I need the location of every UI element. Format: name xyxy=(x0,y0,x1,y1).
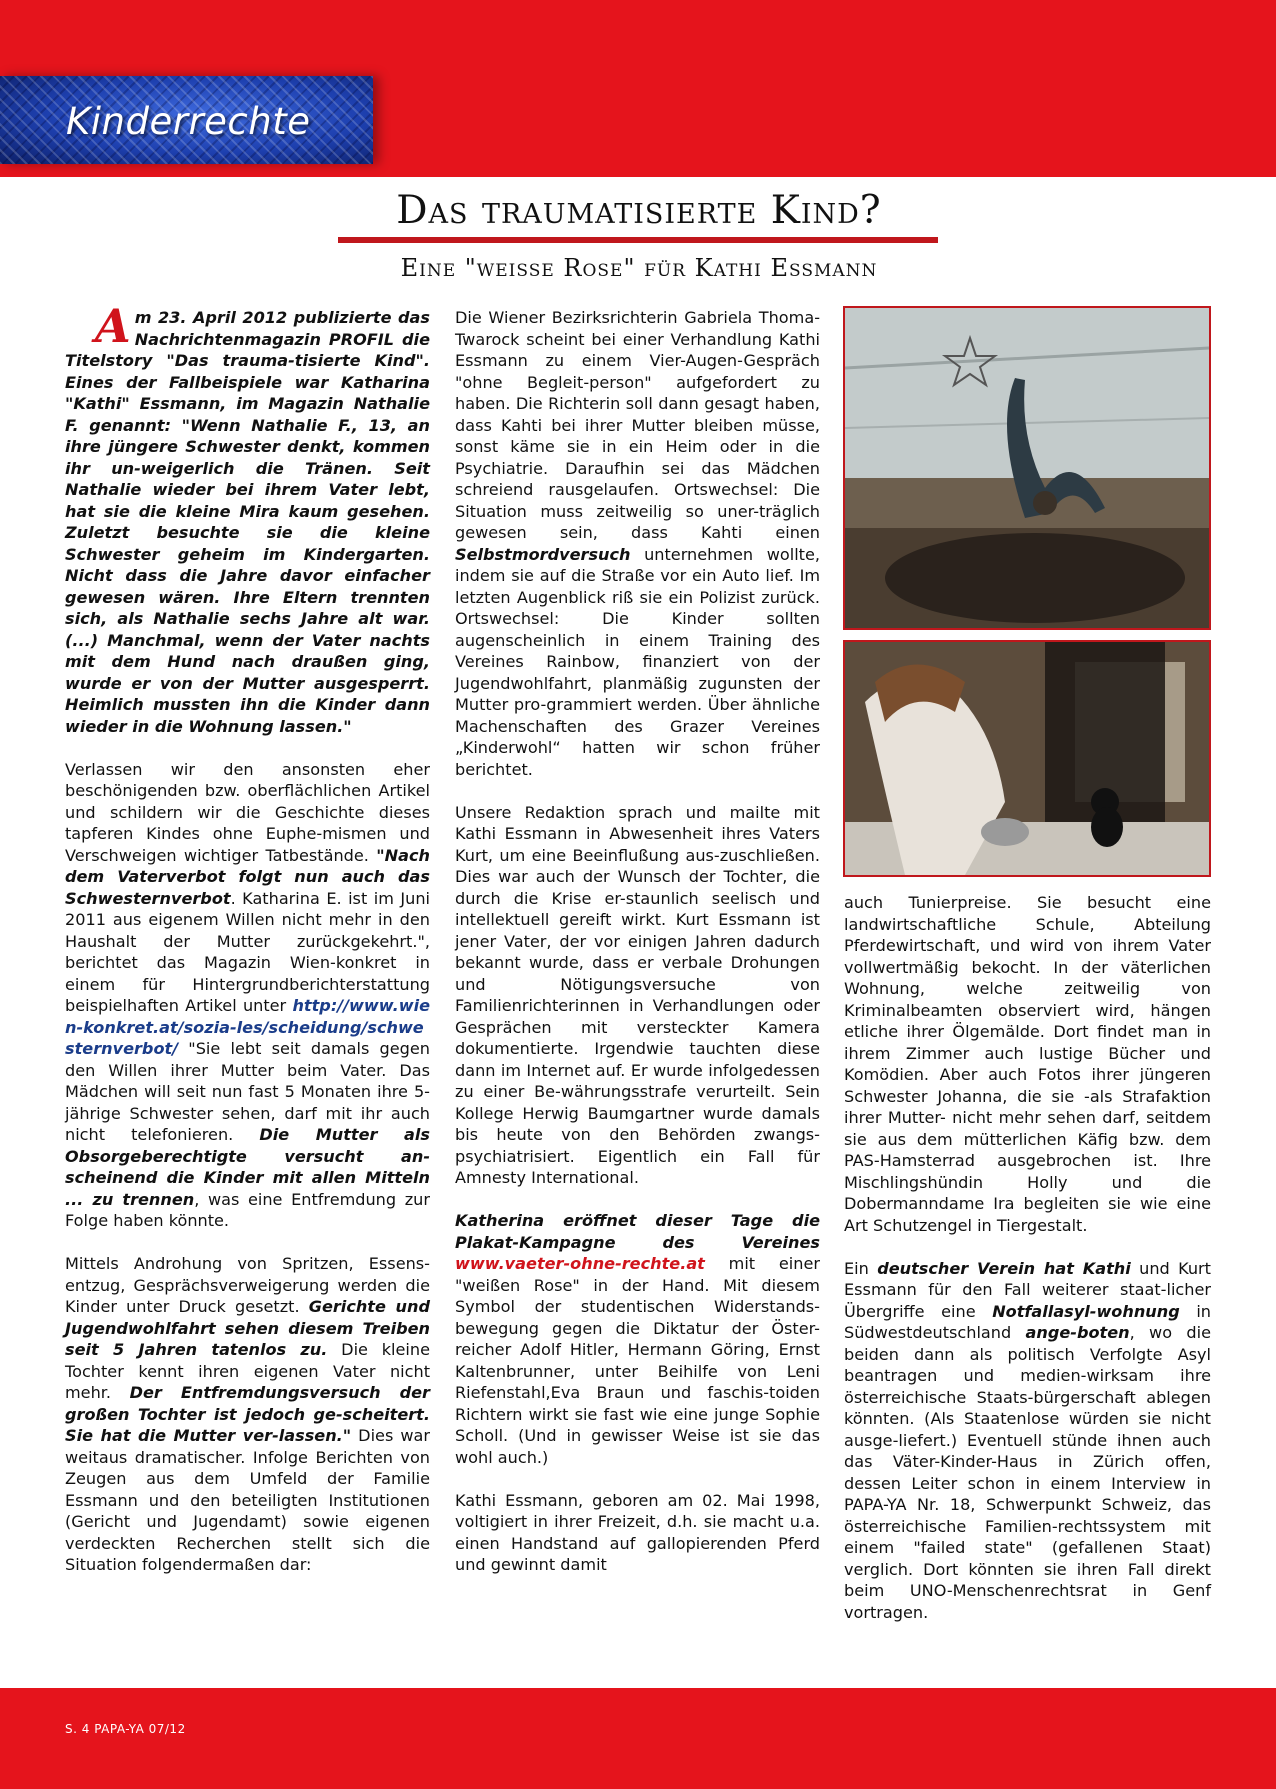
paragraph xyxy=(455,307,820,780)
photo-horse-care-image xyxy=(845,642,1209,875)
page-footer: S. 4 PAPA-YA 07/12 xyxy=(65,1722,186,1736)
emphasis: ange-boten xyxy=(1025,1323,1130,1342)
text: Die Wiener Bezirksrichterin Gabriela Thoma-Twarock scheint bei einer Verhandlung Kathi Essmann zu einem Vier-Augen-Gespräch "ohne Begleit-person" aufgefordert zu haben. Die Richterin soll dann gesagt haben, dass Kahti bei ihrer Mutter bleiben müsse, sonst käme sie in ein Heim oder in die Psychiatrie. Daraufhin sei das Mädchen schreiend rausgelaufen. Ortswechsel: Die Situation muss zeitweilig so uner-träglich gewesen sein, dass Kahti einen xyxy=(455,308,820,542)
vaeter-ohne-rechte-link[interactable]: www.vaeter-ohne-rechte.at xyxy=(455,1254,705,1273)
text: und Kurt Essmann für den Fall weiterer staat-licher Übergriffe eine xyxy=(844,1258,1211,1321)
text: , wo die beiden dann als politisch Verfolgte Asyl beantragen und medien-wirksam ihre österreichische Staats-bürgerschaft ablegen könnten. (Als Staatenlose würden sie nicht ausge-liefert.) Eventuell stünde ihnen auch das Väter-Kinder-Haus in Zürich offen, dessen Leiter schon in einem Interview in PAPA-YA Nr. 18, Schwerpunkt Schweiz, das österreichische Familien-rechtssystem mit einem "failed state" (gefallenen Staat) verglich. Dort könnten sie ihren Fall direkt beim UNO-Menschenrechtsrat in Genf vortragen. xyxy=(844,1323,1211,1622)
subheadline: Eine "weisse Rose" für Kathi Essmann xyxy=(400,254,878,282)
paragraph: Unsere Redaktion sprach und mailte mit Kathi Essmann in Abwesenheit ihres Vaters Kurt, um eine Beeinflußung aus-zuschließen. Dies war auch der Wunsch der Tochter, die durch die Krise er-staunlich seelisch und intellektuell gereift wirkt. Kurt Essmann ist jener Vater, der vor einigen Jahren dadurch bekannt wurde, dass er verbale Drohungen und Nötigungsversuche von Familienrichterinnen in Verhandlungen oder Gesprächen mit versteckter Kamera dokumentierte. Irgendwie tauchten diese dann im Internet auf. Er wurde infolgedessen zu einer Be-währungsstrafe verurteilt. Sein Kollege Herwig Baumgartner wurde damals bis heute von den Behörden zwangs-psychiatrisiert. Eigentlich ein Fall für Amnesty International. xyxy=(455,802,820,1187)
paragraph: auch Tunierpreise. Sie besucht eine landwirtschaftliche Schule, Abteilung Pferdewirtschaft, und wird von ihrem Vater vollwertmäßig bekocht. In der väterlichen Wohnung, welche zeitweilig von Kriminalbeamten observiert wird, hängen etliche ihrer Ölgemälde. Dort findet man in ihrem Zimmer auch lustige Bücher und Komödien. Aber auch Fotos ihrer jüngeren Schwester Johanna, die sie -als Strafaktion ihrer Mutter- nicht mehr sehen darf, seitdem sie aus dem mütterlichen Käfig bzw. dem PAS-Hamsterrad ausgebrochen ist. Ihre Mischlingshündin Holly und die Dobermanndame Ira begleiten sie wie eine Art Schutzengel in Tiergestalt. xyxy=(844,893,1211,1235)
text: Ein xyxy=(844,1258,878,1278)
text: in Südwestdeutschland xyxy=(844,1301,1211,1342)
text: Die kleine Tochter kennt ihren eigenen Vater nicht mehr. xyxy=(65,1340,431,1402)
section-tab xyxy=(0,76,373,164)
headline-rule xyxy=(338,237,938,243)
emphasis: deutscher Verein hat Kathi xyxy=(877,1258,1131,1278)
text: "Sie lebt seit damals gegen den Willen ihrer Mutter beim Vater. Das Mädchen will seit nun fast 5 Monaten ihre 5-jährige Schwester sehen, darf mit ihr auch nicht telefonieren. xyxy=(65,1039,430,1144)
lead-paragraph xyxy=(65,299,430,737)
text: Mittels Androhung von Spritzen, Essens-entzug, Gesprächsverweigerung werden die Kinder unter Druck gesetzt. xyxy=(65,1254,430,1316)
lead-text: m 23. April 2012 publizierte das Nachrichtenmagazin PROFIL die Titelstory "Das trauma-tisierte Kind". Eines der Fallbeispiele war Katharina "Kathi" Essmann, im Magazin Nathalie F. genannt: "Wenn Nathalie F., 13, an ihre jüngere Schwester denkt, kommen ihr un-weigerlich die Tränen. Seit Nathalie wieder bei ihrem Vater lebt, hat sie die kleine Mira kaum gesehen. Zuletzt besuchte sie die kleine Schwester geheim im Kindergarten. Nicht dass die Jahre davor einfacher gewesen wären. Ihre Eltern trennten sich, als Nathalie sechs Jahre alt war. (...) Manchmal, wenn der Vater nachts mit dem Hund nach draußen ging, wurde er von der Mutter ausgesperrt. Heimlich mussten ihn die Kinder dann wieder in die Wohnung lassen." xyxy=(65,308,430,736)
photo-vaulting-image xyxy=(845,308,1209,628)
emphasis: Katherina eröffnet dieser Tage die Plakat-Kampagne des Vereines xyxy=(455,1211,820,1252)
emphasis: Der Entfremdungsversuch der großen Tochter ist jedoch ge-scheitert. Sie hat die Mutter ver-lassen." xyxy=(65,1383,430,1445)
text: Verlassen wir den ansonsten eher beschönigenden bzw. oberflächlichen Artikel und schildern wir die Geschichte dieses tapferen Kindes ohne Euphe-mismen und Verschweigen wichtiger Tatbestände. xyxy=(65,759,430,865)
paragraph xyxy=(844,1258,1211,1624)
wien-konkret-link[interactable]: http://www.wien-konkret.at/sozia-les/scheidung/schwesternverbot/ xyxy=(65,996,430,1058)
drop-cap: A xyxy=(95,299,131,353)
emphasis: Notfallasyl-wohnung xyxy=(992,1301,1180,1321)
emphasis: Gerichte und Jugendwohlfahrt sehen diesem Treiben seit 5 Jahren tatenlos zu. xyxy=(65,1297,430,1359)
emphasis: "Nach dem Vaterverbot folgt nun auch das Schwesternverbot xyxy=(65,845,430,908)
emphasis: Selbstmordversuch xyxy=(455,544,631,564)
text: Dies war weitaus dramatischer. Infolge Berichten von Zeugen aus dem Umfeld der Familie Essmann und den beteiligten Institutionen (Gericht und Jugendamt) sowie eigenen verdeckten Recherchen stellt sich die Situation folgendermaßen dar: xyxy=(65,1426,430,1574)
paragraph xyxy=(65,759,430,1232)
headline: Das traumatisierte Kind? xyxy=(396,188,882,233)
photo-vaulting xyxy=(843,306,1211,630)
emphasis: Die Mutter als Obsorgeberechtigte versucht an-scheinend die Kinder mit allen Mitteln ... zu trennen xyxy=(65,1125,430,1209)
text: , was eine Entfremdung zur Folge haben könnte. xyxy=(65,1189,430,1230)
column-2 xyxy=(455,307,820,1597)
column-1 xyxy=(65,299,431,1597)
text: . Katharina E. ist im Juni 2011 aus eigenem Willen nicht mehr in den Haushalt der Mutter zurückgekehrt.", berichtet das Magazin Wien-konkret in einem für Hintergrundberichterstattung beispielhaften Artikel unter xyxy=(65,888,430,1015)
text: mit einer "weißen Rose" in der Hand. Mit diesem Symbol der studentischen Widerstands-bewegung gegen die Diktatur der Öster-reicher Adolf Hitler, Hermann Göring, Ernst Kaltenbrunner, unter Beihilfe von Leni Riefenstahl,Eva Braun und faschis-toiden Richtern wirkt sie fast wie eine junge Sophie Scholl. (Und in gewisser Weise ist sie das wohl auch.) xyxy=(455,1254,820,1467)
column-3 xyxy=(844,892,1211,1645)
paragraph xyxy=(455,1210,820,1468)
section-label: Kinderrechte xyxy=(66,100,311,143)
text: unternehmen wollte, indem sie auf die Straße vor ein Auto lief. Im letzten Augenblick riß sie ein Polizist zurück. Ortswechsel: Die Kinder sollten augenscheinlich in einem Training des Vereines Rainbow, finanziert von der Jugendwohlfahrt, planmäßig zugunsten der Mutter pro-grammiert werden. Über ähnliche Machenschaften des Grazer Vereines „Kinderwohl“ hatten wir schon früher berichtet. xyxy=(455,544,820,779)
paragraph: Kathi Essmann, geboren am 02. Mai 1998, voltigiert in ihrer Freizeit, d.h. sie macht u.a. einen Handstand auf gallopierenden Pferd und gewinnt damit xyxy=(455,1490,820,1574)
photo-horse-care xyxy=(843,640,1211,877)
bottom-red-band xyxy=(0,1688,1276,1789)
paragraph xyxy=(65,1253,430,1576)
